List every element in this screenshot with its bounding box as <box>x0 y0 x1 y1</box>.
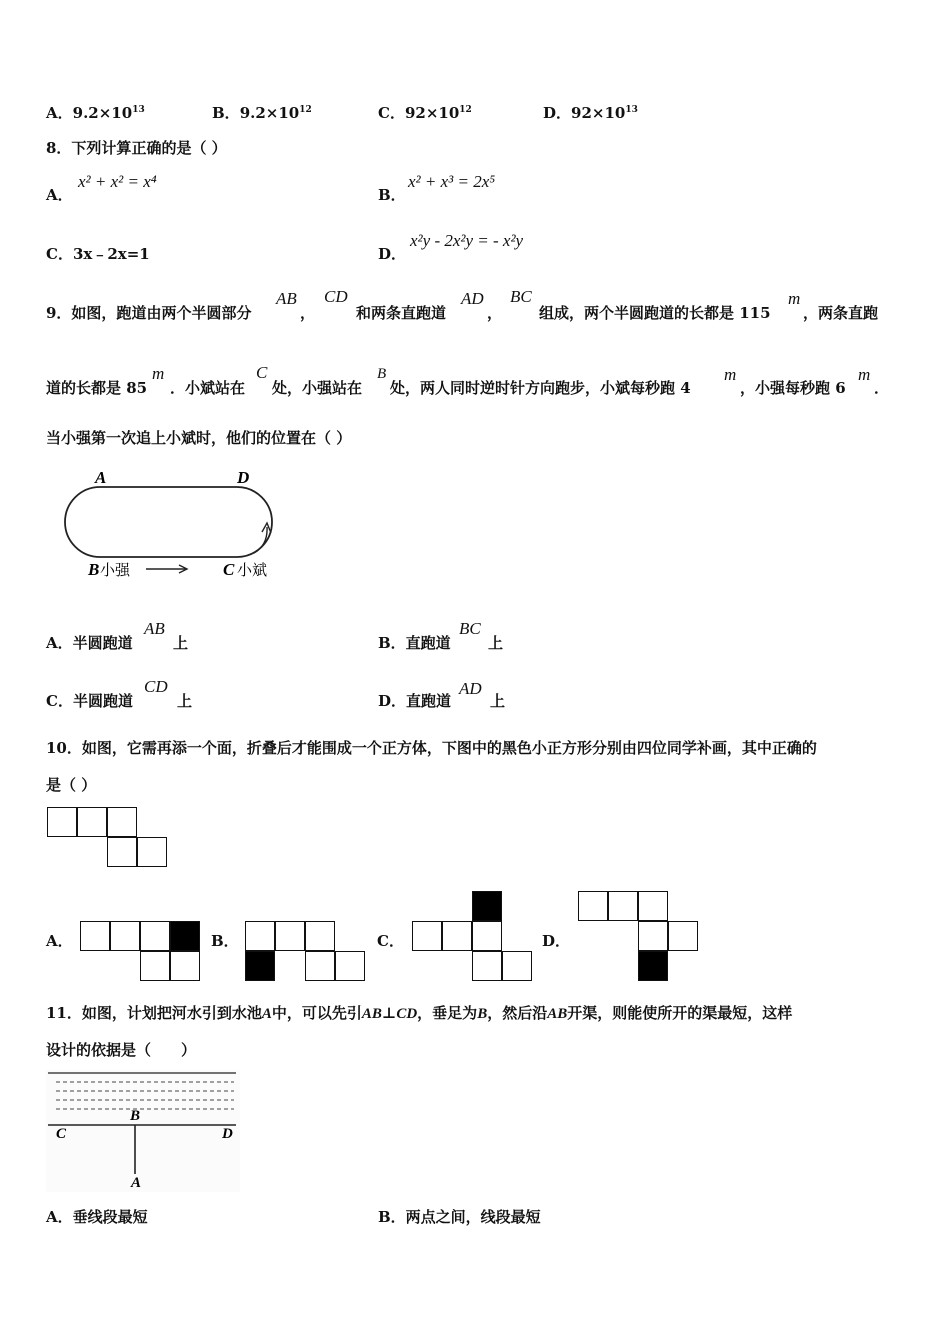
q9-option-c-seg: CD <box>144 677 168 696</box>
q9-option-c-label: C．半圆跑道 <box>46 692 133 710</box>
net-cell <box>275 921 305 951</box>
q8-option-a-label: A． <box>46 186 73 204</box>
q9-comma-2: ， <box>487 304 503 322</box>
net-cell <box>335 951 365 981</box>
net-cell <box>245 921 275 951</box>
q9-text-1d: ，两条直跑 <box>803 304 879 322</box>
river-label-b: B <box>130 1108 141 1124</box>
net-cell <box>608 891 638 921</box>
q9-text-2b: ．小斌站在 <box>170 379 246 397</box>
q9-seg-ad: AD <box>461 289 484 308</box>
q10-base-net <box>47 807 169 868</box>
q10-text-2: 是（ ） <box>46 776 97 794</box>
q11-text-2: 设计的依据是（ ） <box>46 1041 197 1059</box>
q9-text-1b: 和两条直跑道 <box>356 304 447 322</box>
net-cell <box>107 807 137 837</box>
q7-option-a: A．$9.2\times 10^{13}$ <box>46 104 145 122</box>
track-label-a: A <box>95 468 107 487</box>
net-cell <box>638 921 668 951</box>
figure-background <box>46 1070 240 1192</box>
q8-option-d-expr: x²y - 2x²y = - x²y <box>410 231 524 250</box>
q9-comma-1: ， <box>300 304 316 322</box>
river-label-c: C <box>56 1126 67 1142</box>
q10-option-b-net <box>245 921 367 982</box>
q9-text-2d: 处，两人同时逆时针方向跑步，小斌每秒跑 4 <box>390 379 691 397</box>
q9-text-1c: 组成，两个半圆跑道的长都是 115 <box>539 304 771 322</box>
q9-text-1a: 9．如图，跑道由两个半圆部分 <box>46 304 252 322</box>
q10-option-b-label: B． <box>211 932 239 950</box>
net-cell <box>472 921 502 951</box>
net-cell <box>578 891 608 921</box>
q9-unit-m-2: m <box>152 364 165 383</box>
q10-option-d-net <box>578 891 700 982</box>
net-cell <box>47 807 77 837</box>
q9-text-2f: ． <box>874 379 890 397</box>
q10-text-1: 10．如图，它需再添一个面，折叠后才能围成一个正方体，下图中的黑色小正方形分别由四位同学补画，其中正确的 <box>46 739 817 757</box>
added-black-cell <box>170 921 200 951</box>
net-cell <box>140 951 170 981</box>
q8-option-b-label: B． <box>378 186 406 204</box>
net-cell <box>305 951 335 981</box>
q11-option-b: B．两点之间，线段最短 <box>378 1208 541 1226</box>
q9-pt-c: C <box>256 363 268 382</box>
river-label-d: D <box>222 1126 233 1142</box>
q9-text-2e: ，小强每秒跑 6 <box>740 379 846 397</box>
track-label-xiaobin: 小斌 <box>237 561 268 579</box>
q9-unit-m-1: m <box>788 289 801 308</box>
net-cell <box>80 921 110 951</box>
q10-option-a-net <box>80 921 202 982</box>
q9-option-b-seg: BC <box>459 619 481 638</box>
q9-track-figure <box>62 465 292 585</box>
track-label-b: B <box>88 560 100 579</box>
q9-option-b-tail: 上 <box>488 634 504 652</box>
net-cell <box>77 807 107 837</box>
net-cell <box>140 921 170 951</box>
net-cell <box>305 921 335 951</box>
q9-option-b-label: B．直跑道 <box>378 634 451 652</box>
net-cell <box>170 951 200 981</box>
q10-option-a-label: A． <box>46 932 73 950</box>
track-label-xiaoqiang: 小强 <box>100 561 131 579</box>
q9-option-d-seg: AD <box>459 679 482 698</box>
q9-text-3: 当小强第一次追上小斌时，他们的位置在（ ） <box>46 429 352 447</box>
q9-unit-m-3: m <box>724 365 737 384</box>
net-cell <box>137 837 167 867</box>
q10-option-c-net <box>412 891 534 982</box>
q9-seg-ab: AB <box>276 289 297 308</box>
q7-option-c: C．$92\times 10^{12}$ <box>378 104 472 122</box>
net-cell <box>412 921 442 951</box>
q8-option-b-expr: x² + x³ = 2x⁵ <box>408 172 496 191</box>
q7-option-b: B．$9.2\times 10^{12}$ <box>212 104 312 122</box>
q8-stem: 8．下列计算正确的是（ ） <box>46 139 227 157</box>
q9-text-2a: 道的长都是 85 <box>46 379 148 397</box>
net-cell <box>638 891 668 921</box>
net-cell <box>472 951 502 981</box>
net-cell <box>668 921 698 951</box>
q9-option-c-tail: 上 <box>177 692 193 710</box>
net-cell <box>442 921 472 951</box>
q11-option-a: A．垂线段最短 <box>46 1208 148 1226</box>
q9-text-2c: 处，小强站在 <box>272 379 363 397</box>
net-cell <box>502 951 532 981</box>
track-label-c: C <box>223 560 235 579</box>
q7-option-d: D．$92\times 10^{13}$ <box>543 104 638 122</box>
q9-option-a-tail: 上 <box>173 634 189 652</box>
q8-option-d-label: D． <box>378 245 407 263</box>
river-label-a: A <box>131 1175 142 1191</box>
q9-pt-b: B <box>377 366 387 382</box>
net-cell <box>107 837 137 867</box>
q11-text-1: 11．如图，计划把河水引到水池A中，可以先引AB⊥CD，垂足为B，然后沿AB开渠，则能使所开的渠最短，这样 <box>46 1004 793 1022</box>
track-outline <box>65 487 272 557</box>
track-label-d: D <box>237 468 250 487</box>
q10-option-c-label: C． <box>377 932 404 950</box>
added-black-cell <box>638 951 668 981</box>
net-cell <box>110 921 140 951</box>
added-black-cell <box>245 951 275 981</box>
q10-option-d-label: D． <box>542 932 571 950</box>
q9-seg-bc: BC <box>510 287 532 306</box>
q9-option-a-label: A．半圆跑道 <box>46 634 133 652</box>
q9-option-a-seg: AB <box>144 619 165 638</box>
added-black-cell <box>472 891 502 921</box>
q8-option-a-expr: x² + x² = x⁴ <box>78 172 157 191</box>
q9-unit-m-4: m <box>858 365 871 384</box>
q11-river-figure <box>46 1070 240 1192</box>
q8-option-c: C．3x﹣2x=1 <box>46 245 150 263</box>
q9-option-d-label: D．直跑道 <box>378 692 452 710</box>
q9-seg-cd: CD <box>324 287 348 306</box>
q9-option-d-tail: 上 <box>490 692 506 710</box>
